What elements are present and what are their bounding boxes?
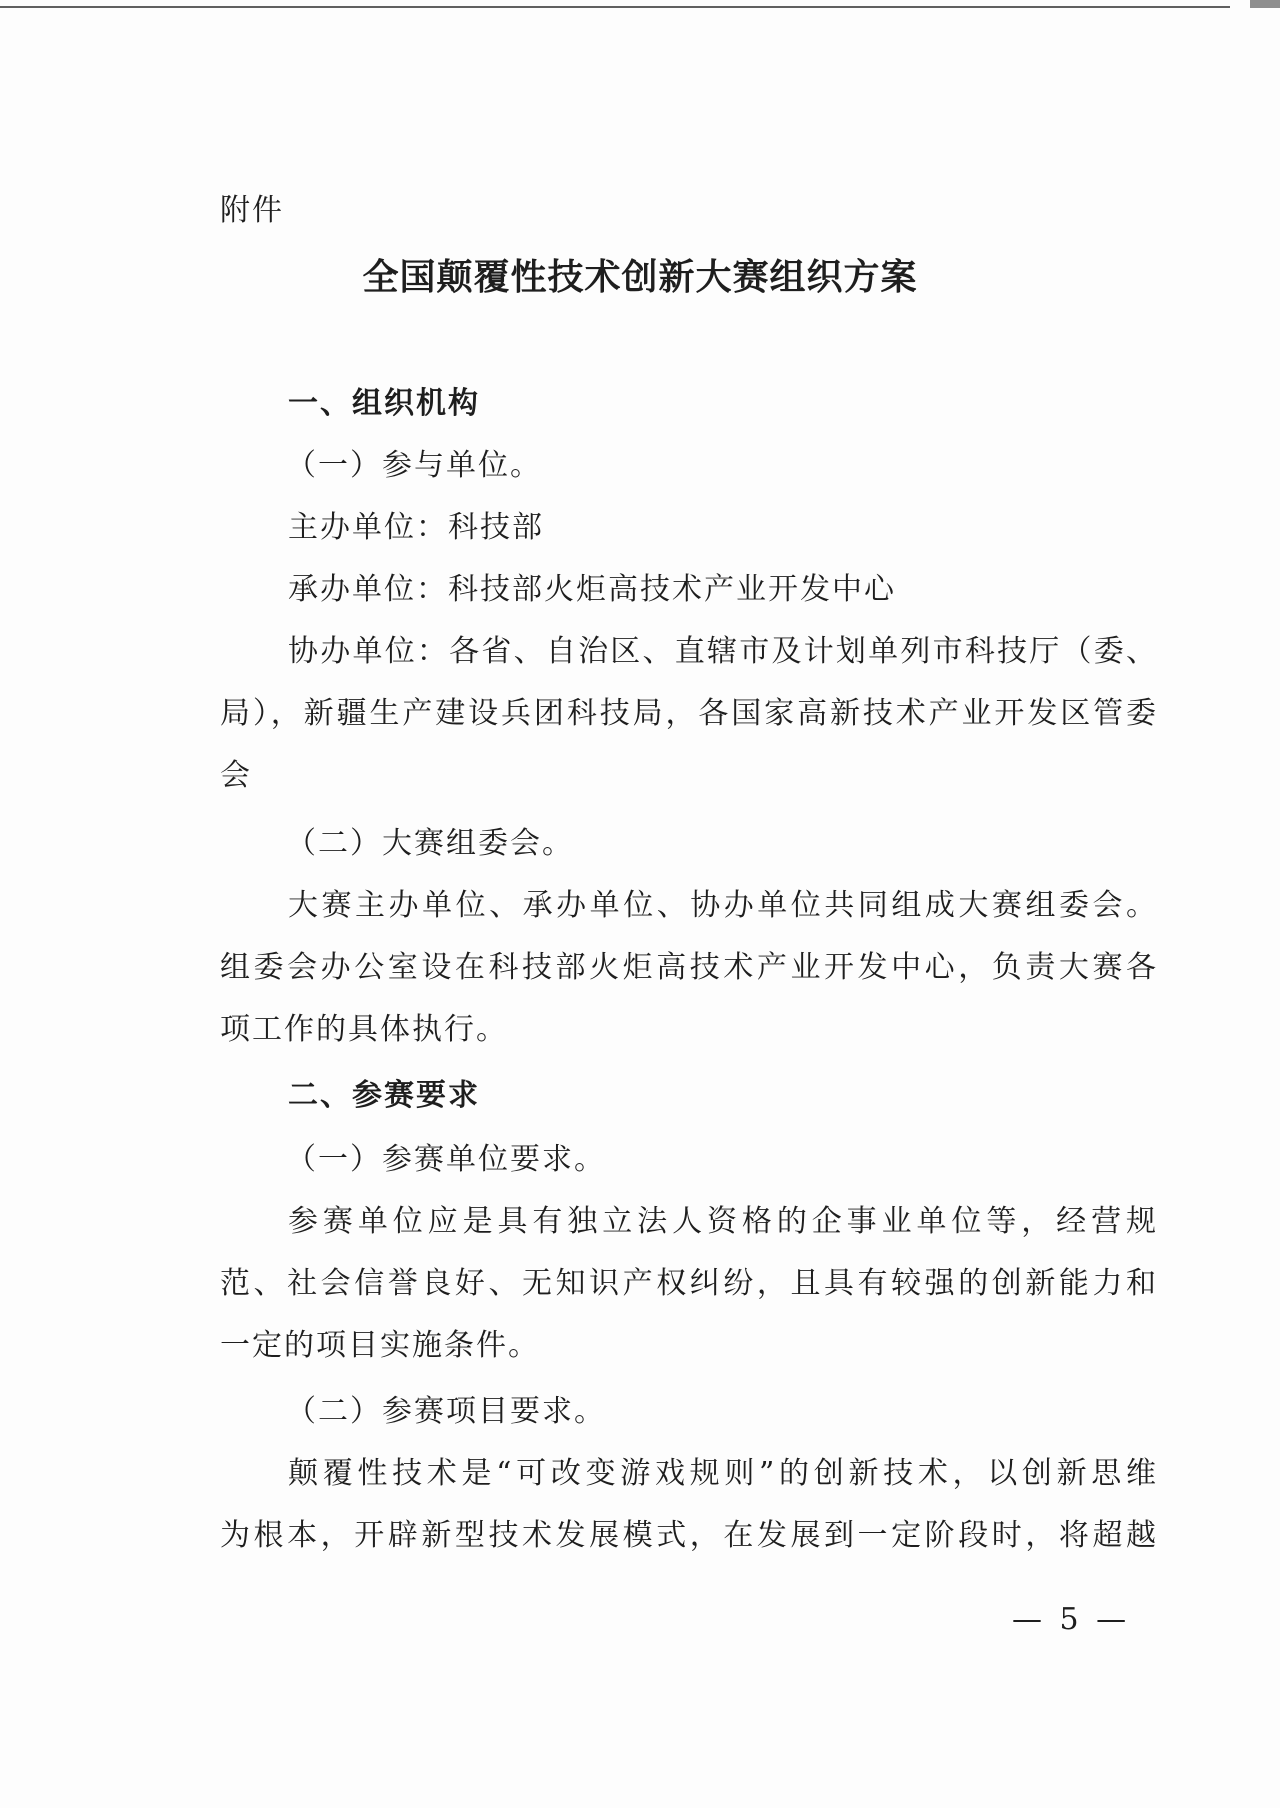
- committee-line-2: 组委会办公室设在科技部火炬高技术产业开发中心，负责大赛各: [220, 950, 1156, 985]
- co-organizer-line-2: 局），新疆生产建设兵团科技局，各国家高新技术产业开发区管委: [220, 696, 1156, 731]
- scan-edge-line: [0, 6, 1230, 8]
- participant-line-2: 范、社会信誉良好、无知识产权纠纷，且具有较强的创新能力和: [220, 1266, 1156, 1301]
- section-1-sub-2-heading: （二）大赛组委会。: [286, 826, 574, 861]
- host-unit: 主办单位：科技部: [288, 510, 544, 545]
- committee-line-1: 大赛主办单位、承办单位、协办单位共同组成大赛组委会。: [288, 888, 1156, 923]
- attachment-label: 附件: [220, 193, 284, 228]
- scan-edge-mark: [1250, 0, 1280, 8]
- section-2-sub-2-heading: （二）参赛项目要求。: [286, 1394, 606, 1429]
- co-organizer-line-1: 协办单位：各省、自治区、直辖市及计划单列市科技厅（委、: [288, 634, 1156, 669]
- project-line-2: 为根本，开辟新型技术发展模式，在发展到一定阶段时，将超越: [220, 1518, 1156, 1553]
- project-line-1: 颠覆性技术是“可改变游戏规则”的创新技术，以创新思维: [288, 1456, 1156, 1491]
- section-2-sub-1-heading: （一）参赛单位要求。: [286, 1142, 606, 1177]
- co-organizer-line-3: 会: [220, 758, 252, 793]
- section-1-heading: 一、组织机构: [288, 386, 480, 421]
- document-title: 全国颠覆性技术创新大赛组织方案: [362, 257, 918, 298]
- organizer-unit: 承办单位：科技部火炬高技术产业开发中心: [288, 572, 896, 607]
- section-2-heading: 二、参赛要求: [288, 1078, 480, 1113]
- participant-line-3: 一定的项目实施条件。: [220, 1328, 540, 1363]
- committee-line-3: 项工作的具体执行。: [220, 1012, 508, 1047]
- participant-line-1: 参赛单位应是具有独立法人资格的企事业单位等，经营规: [288, 1204, 1156, 1239]
- section-1-sub-1-heading: （一）参与单位。: [286, 448, 542, 483]
- page-number: — 5 —: [1012, 1602, 1131, 1637]
